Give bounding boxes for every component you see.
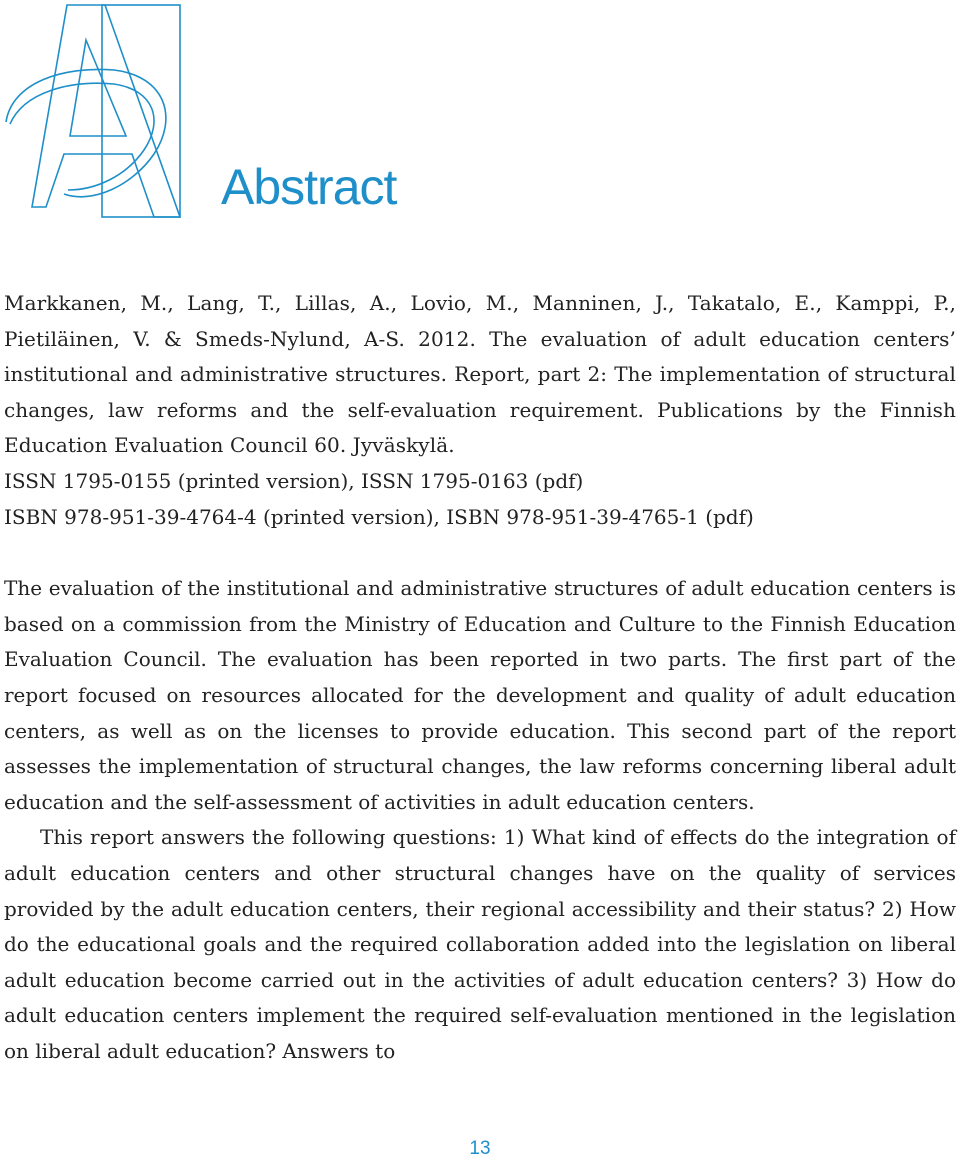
isbn-line: ISBN 978-951-39-4764-4 (printed version), ISBN 978-951-39-4765-1 (pdf) bbox=[4, 504, 754, 529]
paragraph: The evaluation of the institutional and administrative structures of adult education centers is based on a commission from the Ministry of Education and Culture to the Finnish Education Evaluation Council. The evaluation has been reported in two parts. The first part of the report focused on resources allocated for the development and quality of adult education centers, as well as on the licenses to provide education. This second part of the report assesses the implementation of structural changes, the law reforms concerning liberal adult education and the self-assessment of activities in adult education centers. bbox=[4, 576, 956, 814]
abstract-content bbox=[4, 286, 956, 1069]
page-title: Abstract bbox=[221, 159, 397, 215]
paragraph: This report answers the following questions: 1) What kind of effects do the integration of adult education centers and other structural changes have on the quality of services provided by the adult education centers, their regional accessibility and their status? 2) How do the educational goals and the required collaboration added into the legislation on liberal adult education become carried out in the activities of adult education centers? 3) How do adult education centers implement the required self-evaluation mentioned in the legislation on liberal adult education? Answers to bbox=[4, 825, 956, 1063]
abstract-body bbox=[4, 571, 956, 1069]
citation: Markkanen, M., Lang, T., Lillas, A., Lovio, M., Manninen, J., Takatalo, E., Kamppi, P., Pietiläinen, V. & Smeds-Nylund, A-S. 2012. The evaluation of adult education centers’ institutional and administrative structures. Report, part 2: The implementation of structural changes, law reforms and the self-evaluation requirement. Publications by the Finnish Education Evaluation Council 60. Jyväskylä. bbox=[4, 291, 956, 458]
publisher-logo bbox=[4, 4, 184, 219]
bibliographic-reference bbox=[4, 286, 956, 535]
page-number: 13 bbox=[469, 1138, 491, 1159]
issn-line: ISSN 1795-0155 (printed version), ISSN 1795-0163 (pdf) bbox=[4, 468, 584, 493]
